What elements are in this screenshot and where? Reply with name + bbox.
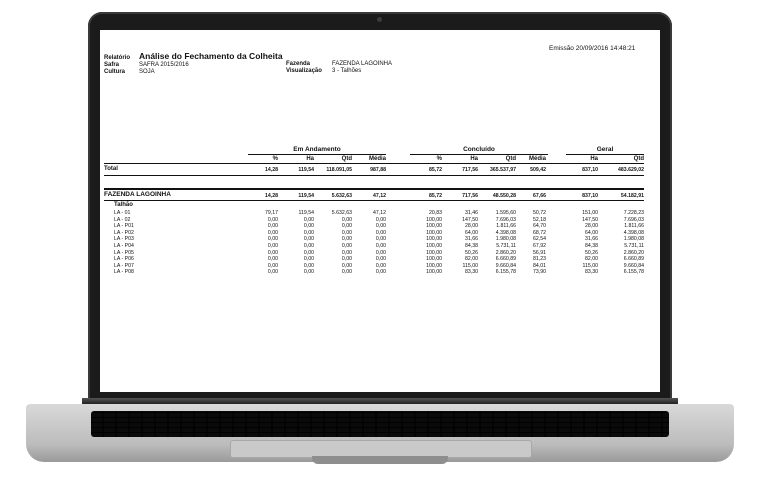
report-header-left	[104, 52, 283, 76]
talhao-cell-ea-pct: 0,00	[267, 256, 278, 263]
talhao-cell-ea-media: 0,00	[375, 249, 386, 256]
relatorio-label: Relatório	[104, 55, 131, 61]
talhao-cell-ea-media: 47,12	[373, 210, 386, 216]
cultura-value: SOJA	[139, 69, 155, 75]
talhao-cell-ea-media: 0,00	[375, 236, 386, 243]
fazenda-cell-ge-qtd: 54.182,91	[620, 193, 644, 199]
talhao-row-label: LA - 02	[114, 216, 131, 223]
visualizacao-value: 3 - Talhões	[332, 68, 362, 74]
talhao-cell-ea-media: 0,00	[375, 216, 386, 223]
talhao-cell-ge-ha: 64,00	[585, 229, 598, 236]
talhao-cell-co-pct: 100,00	[426, 262, 442, 269]
emission-info	[549, 45, 635, 52]
talhao-cell-ea-media: 0,00	[375, 262, 386, 269]
talhao-cell-ea-ha: 0,00	[303, 256, 314, 263]
talhao-cell-co-media: 52,18	[533, 216, 546, 223]
talhao-cell-co-ha: 84,38	[465, 243, 478, 249]
talhao-cell-co-pct: 100,00	[426, 269, 442, 276]
talhao-cell-ea-ha: 0,00	[303, 223, 314, 230]
emission-value: 20/09/2016 14:48:21	[575, 45, 636, 52]
talhao-cell-ge-qtd: 9.660,84	[623, 262, 644, 269]
emission-label: Emissão	[549, 45, 574, 52]
talhao-cell-ea-pct: 0,00	[267, 262, 278, 269]
talhao-cell-ea-pct: 0,00	[267, 223, 278, 230]
talhao-cell-ge-ha: 147,50	[582, 216, 598, 223]
talhao-row-label: LA - P05	[114, 249, 134, 256]
group-line-geral	[566, 154, 644, 155]
talhao-cell-co-qtd: 6.155,78	[495, 269, 516, 276]
talhao-cell-co-media: 67,92	[533, 243, 546, 249]
col-ge-qtd: Qtd	[633, 156, 644, 162]
talhao-cell-ge-ha: 83,30	[585, 269, 598, 276]
talhao-row-label: LA - P03	[114, 236, 134, 243]
talhao-cell-ea-pct: 0,00	[267, 229, 278, 236]
safra-value: SAFRA 2015/2016	[139, 62, 189, 68]
talhao-cell-ea-qtd: 0,00	[341, 249, 352, 256]
fazenda-cell-ea-ha: 119,54	[298, 193, 314, 199]
talhao-row-label: LA - P02	[114, 229, 134, 236]
total-cell-ea-media: 987,88	[370, 167, 386, 173]
talhao-cell-co-qtd: 6.660,89	[495, 256, 516, 263]
talhao-cell-ea-qtd: 0,00	[341, 243, 352, 249]
talhao-cell-co-qtd: 9.660,84	[495, 262, 516, 269]
talhao-cell-ea-pct: 0,00	[267, 249, 278, 256]
fazenda-value: FAZENDA LAGOINHA	[332, 61, 393, 67]
report-title: Análise do Fechamento da Colheita	[139, 51, 283, 61]
talhao-cell-ea-qtd: 0,00	[341, 256, 352, 263]
talhao-row-label: LA - P08	[114, 269, 134, 276]
col-co-ha: Ha	[470, 156, 478, 162]
talhao-cell-co-qtd: 4.398,08	[495, 229, 516, 236]
fazenda-cell-co-qtd: 48.550,28	[492, 193, 516, 199]
col-ea-media: Média	[368, 156, 386, 162]
talhao-cell-ea-qtd: 0,00	[341, 223, 352, 230]
talhao-cell-co-qtd: 1.811,66	[496, 223, 516, 230]
talhao-cell-ea-ha: 0,00	[303, 236, 314, 243]
talhao-cell-co-ha: 115,00	[462, 262, 478, 269]
safra-label: Safra	[104, 62, 120, 68]
fazenda-rule	[104, 200, 644, 201]
total-cell-ge-qtd: 483.629,02	[618, 167, 644, 173]
fazenda-cell-co-pct: 85,72	[429, 193, 442, 199]
total-cell-ea-pct: 14,28	[265, 167, 278, 173]
fazenda-label: Fazenda	[286, 61, 311, 67]
total-rule	[104, 175, 644, 176]
total-cell-ea-qtd: 118.091,05	[326, 167, 352, 173]
talhao-cell-ge-qtd: 2.860,20	[623, 249, 644, 256]
talhao-cell-ge-ha: 28,00	[585, 223, 598, 230]
report-screen	[100, 30, 660, 392]
cultura-label: Cultura	[104, 69, 125, 75]
report-header-mid	[286, 61, 392, 75]
talhao-cell-co-pct: 20,83	[429, 210, 442, 216]
talhao-cell-ea-media: 0,00	[375, 229, 386, 236]
talhao-cell-ea-ha: 0,00	[303, 243, 314, 249]
col-ea-pct: %	[272, 156, 278, 162]
header-rule	[104, 163, 644, 164]
col-ea-ha: Ha	[306, 156, 314, 162]
talhao-row-label: LA - 01	[114, 210, 131, 216]
talhao-cell-ea-qtd: 0,00	[341, 229, 352, 236]
talhao-cell-ea-ha: 0,00	[303, 269, 314, 276]
talhao-cell-co-ha: 64,00	[465, 229, 478, 236]
talhao-cell-co-media: 68,72	[533, 229, 546, 236]
talhao-cell-co-media: 62,54	[533, 236, 546, 243]
col-co-qtd: Qtd	[505, 156, 516, 162]
fazenda-cell-ea-qtd: 5.632,63	[331, 193, 352, 199]
talhao-cell-ea-ha: 0,00	[303, 249, 314, 256]
talhao-cell-co-pct: 100,00	[426, 243, 442, 249]
fazenda-row-label: FAZENDA LAGOINHA	[104, 191, 171, 198]
talhao-cell-ge-ha: 84,38	[585, 243, 598, 249]
talhao-cell-co-pct: 100,00	[426, 256, 442, 263]
talhao-cell-co-media: 84,01	[533, 262, 546, 269]
group-concluido: Concluído	[463, 146, 495, 153]
talhao-cell-co-ha: 50,26	[465, 249, 478, 256]
talhao-row-label: LA - P04	[114, 243, 134, 249]
talhao-cell-co-pct: 100,00	[426, 223, 442, 230]
group-line-em-andamento	[248, 154, 386, 155]
talhao-cell-co-media: 50,72	[533, 210, 546, 216]
talhao-cell-co-qtd: 1.595,60	[495, 210, 516, 216]
fazenda-cell-co-media: 67,66	[533, 193, 546, 199]
talhao-cell-ea-ha: 119,54	[298, 210, 314, 216]
talhao-cell-co-qtd: 1.980,08	[495, 236, 516, 243]
total-label: Total	[104, 166, 118, 172]
talhao-cell-ge-ha: 82,00	[585, 256, 598, 263]
col-ea-qtd: Qtd	[341, 156, 352, 162]
talhao-cell-ge-qtd: 1.811,66	[624, 223, 644, 230]
fazenda-cell-ea-pct: 14,28	[265, 193, 278, 199]
talhao-cell-ea-media: 0,00	[375, 256, 386, 263]
talhao-cell-co-qtd: 5.731,11	[496, 243, 516, 249]
talhao-cell-ea-ha: 0,00	[303, 229, 314, 236]
talhao-cell-co-ha: 31,46	[465, 210, 478, 216]
talhao-cell-co-qtd: 2.860,20	[495, 249, 516, 256]
talhao-cell-co-media: 73,90	[533, 269, 546, 276]
talhao-cell-co-ha: 31,66	[465, 236, 478, 243]
talhao-cell-co-pct: 100,00	[426, 216, 442, 223]
total-cell-ge-ha: 837,10	[582, 167, 598, 173]
group-em-andamento: Em Andamento	[293, 146, 341, 153]
talhao-cell-ea-media: 0,00	[375, 223, 386, 230]
talhao-cell-ea-qtd: 0,00	[341, 216, 352, 223]
talhao-cell-co-ha: 147,50	[462, 216, 478, 223]
talhao-cell-ea-ha: 0,00	[303, 216, 314, 223]
fazenda-cell-ge-ha: 837,10	[582, 193, 598, 199]
total-cell-co-qtd: 365.537,97	[490, 167, 516, 173]
fazenda-cell-co-ha: 717,56	[462, 193, 478, 199]
talhao-cell-ea-pct: 0,00	[267, 216, 278, 223]
talhao-row-label: LA - P01	[114, 223, 134, 230]
talhao-cell-ea-pct: 79,17	[265, 210, 278, 216]
keyboard	[91, 411, 669, 437]
talhao-cell-co-pct: 100,00	[426, 236, 442, 243]
total-cell-co-pct: 85,72	[429, 167, 442, 173]
talhao-cell-co-ha: 83,30	[465, 269, 478, 276]
laptop-lid	[88, 12, 672, 400]
talhao-cell-co-qtd: 7.696,03	[495, 216, 516, 223]
talhao-cell-ea-media: 0,00	[375, 243, 386, 249]
talhao-cell-ge-qtd: 7.696,03	[623, 216, 644, 223]
talhao-cell-co-pct: 100,00	[426, 229, 442, 236]
talhao-cell-ge-ha: 31,66	[585, 236, 598, 243]
talhao-cell-ea-qtd: 0,00	[341, 236, 352, 243]
total-cell-co-media: 509,42	[530, 167, 546, 173]
talhao-cell-co-pct: 100,00	[426, 249, 442, 256]
talhao-cell-ea-ha: 0,00	[303, 262, 314, 269]
talhao-cell-ge-ha: 50,26	[585, 249, 598, 256]
talhao-row-label: LA - P07	[114, 262, 134, 269]
fazenda-cell-ea-media: 47,12	[373, 193, 386, 199]
talhao-cell-ge-ha: 115,00	[582, 262, 598, 269]
talhao-cell-ge-qtd: 5.731,11	[624, 243, 644, 249]
talhao-cell-ea-pct: 0,00	[267, 269, 278, 276]
talhao-cell-ea-media: 0,00	[375, 269, 386, 276]
laptop-base	[26, 404, 734, 462]
total-cell-co-ha: 717,56	[462, 167, 478, 173]
talhao-cell-co-ha: 28,00	[465, 223, 478, 230]
fazenda-top-rule	[104, 188, 644, 190]
talhao-cell-ea-qtd: 0,00	[341, 269, 352, 276]
talhao-cell-co-media: 56,91	[533, 249, 546, 256]
talhao-cell-ge-qtd: 7.228,23	[623, 210, 644, 216]
col-co-pct: %	[436, 156, 442, 162]
group-line-concluido	[410, 154, 548, 155]
talhao-label: Talhão	[114, 202, 133, 208]
talhao-cell-ge-qtd: 6.155,78	[623, 269, 644, 276]
laptop-front-notch	[312, 456, 448, 464]
col-co-media: Média	[528, 156, 546, 162]
camera-icon	[377, 17, 382, 22]
talhao-cell-co-ha: 82,00	[465, 256, 478, 263]
group-geral: Geral	[596, 146, 614, 153]
total-cell-ea-ha: 119,54	[298, 167, 314, 173]
talhao-cell-ea-qtd: 0,00	[341, 262, 352, 269]
talhao-cell-ea-pct: 0,00	[267, 236, 278, 243]
visualizacao-label: Visualização	[286, 68, 322, 74]
talhao-cell-ge-qtd: 6.660,89	[623, 256, 644, 263]
talhao-cell-ea-pct: 0,00	[267, 243, 278, 249]
talhao-row-label: LA - P06	[114, 256, 134, 263]
talhao-cell-ge-qtd: 4.398,08	[623, 229, 644, 236]
talhao-cell-co-media: 64,70	[533, 223, 546, 230]
talhao-cell-ge-ha: 151,00	[582, 210, 598, 216]
talhao-cell-co-media: 81,23	[533, 256, 546, 263]
talhao-cell-ge-qtd: 1.980,08	[623, 236, 644, 243]
col-ge-ha: Ha	[590, 156, 598, 162]
talhao-cell-ea-qtd: 5.632,63	[331, 210, 352, 216]
